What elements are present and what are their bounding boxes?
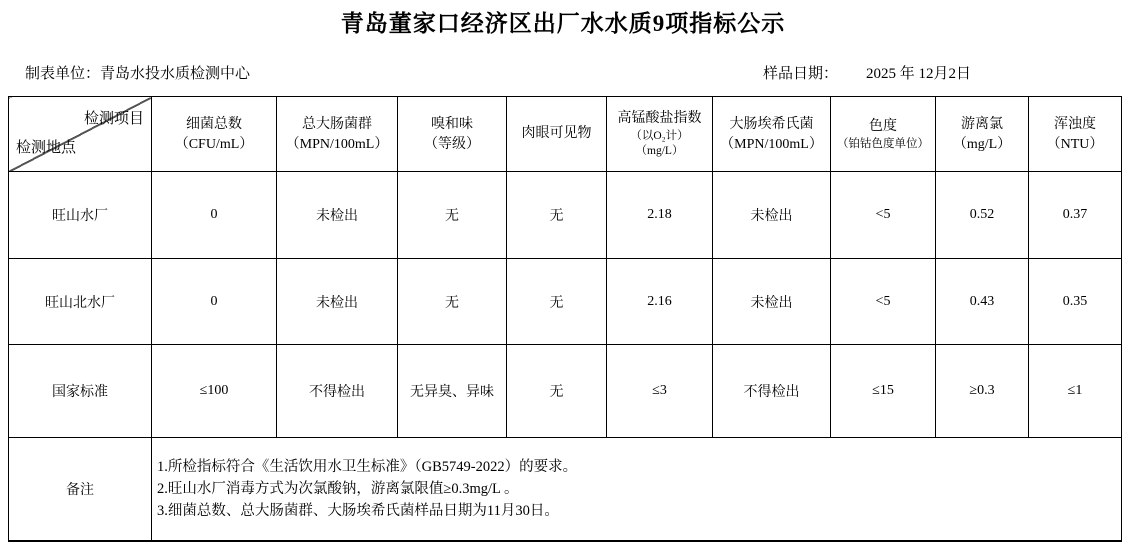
column-header-ecoli: 大肠埃希氏菌 （MPN/100mL） — [713, 97, 831, 172]
sample-date-label: 样品日期： — [763, 66, 839, 82]
value-cell: ≥0.3 — [936, 345, 1029, 438]
corner-header-cell — [9, 97, 152, 172]
value-cell: 未检出 — [277, 172, 398, 259]
column-header-free-chlorine: 游离氯 （mg/L） — [936, 97, 1029, 172]
value-cell: 未检出 — [713, 259, 831, 345]
column-header-bacteria: 细菌总数 （CFU/mL） — [152, 97, 277, 172]
notes-row — [9, 438, 1122, 542]
column-header-color: 色度 （铂钴色度单位） — [831, 97, 936, 172]
value-cell: <5 — [831, 172, 936, 259]
value-cell: 0 — [152, 172, 277, 259]
water-quality-table — [8, 96, 1122, 542]
value-cell: 无 — [507, 172, 607, 259]
value-cell: 无异臭、异味 — [398, 345, 507, 438]
value-cell: 0.52 — [936, 172, 1029, 259]
note-line: 3.细菌总数、总大肠菌群、大肠埃希氏菌样品日期为11月30日。 — [157, 503, 559, 519]
notes-label: 备注 — [9, 438, 152, 542]
value-cell: 0.43 — [936, 259, 1029, 345]
column-header-odor: 嗅和味 （等级） — [398, 97, 507, 172]
page-title: 青岛董家口经济区出厂水水质9项指标公示 — [340, 11, 786, 36]
value-cell: 无 — [507, 259, 607, 345]
column-header-coliform: 总大肠菌群 （MPN/100mL） — [277, 97, 398, 172]
header-row — [9, 97, 1122, 172]
value-cell: ≤3 — [607, 345, 713, 438]
value-cell: 无 — [398, 259, 507, 345]
value-cell: 无 — [507, 345, 607, 438]
sample-date-value: 2025 年 12月2日 — [866, 66, 972, 82]
corner-top-label: 检测项目 — [83, 111, 144, 127]
value-cell: 0 — [152, 259, 277, 345]
table-row — [9, 345, 1122, 438]
row-label: 国家标准 — [9, 345, 152, 438]
value-cell: ≤100 — [152, 345, 277, 438]
value-cell: 未检出 — [713, 172, 831, 259]
value-cell: 0.35 — [1029, 259, 1122, 345]
value-cell: 无 — [398, 172, 507, 259]
table-row — [9, 172, 1122, 259]
note-line: 2.旺山水厂消毒方式为次氯酸钠，游离氯限值≥0.3mg/L 。 — [157, 481, 519, 497]
value-cell: ≤1 — [1029, 345, 1122, 438]
notes-content — [152, 438, 1122, 542]
column-header-permanganate: 高锰酸盐指数 （以O₂计） （mg/L） — [607, 97, 713, 172]
value-cell: 不得检出 — [713, 345, 831, 438]
producer-label: 制表单位：青岛水投水质检测中心 — [25, 66, 251, 82]
column-header-turbidity: 浑浊度 （NTU） — [1029, 97, 1122, 172]
value-cell: 2.16 — [607, 259, 713, 345]
value-cell: 2.18 — [607, 172, 713, 259]
row-label: 旺山水厂 — [9, 172, 152, 259]
column-header-visible-matter: 肉眼可见物 — [507, 97, 607, 172]
corner-bottom-label: 检测地点 — [16, 140, 77, 156]
value-cell: 不得检出 — [277, 345, 398, 438]
value-cell: ≤15 — [831, 345, 936, 438]
table-row — [9, 259, 1122, 345]
value-cell: <5 — [831, 259, 936, 345]
note-line: 1.所检指标符合《生活饮用水卫生标准》（GB5749-2022）的要求。 — [157, 459, 578, 475]
value-cell: 0.37 — [1029, 172, 1122, 259]
meta-row — [0, 62, 1126, 84]
value-cell: 未检出 — [277, 259, 398, 345]
sample-date — [763, 62, 971, 83]
row-label: 旺山北水厂 — [9, 259, 152, 345]
